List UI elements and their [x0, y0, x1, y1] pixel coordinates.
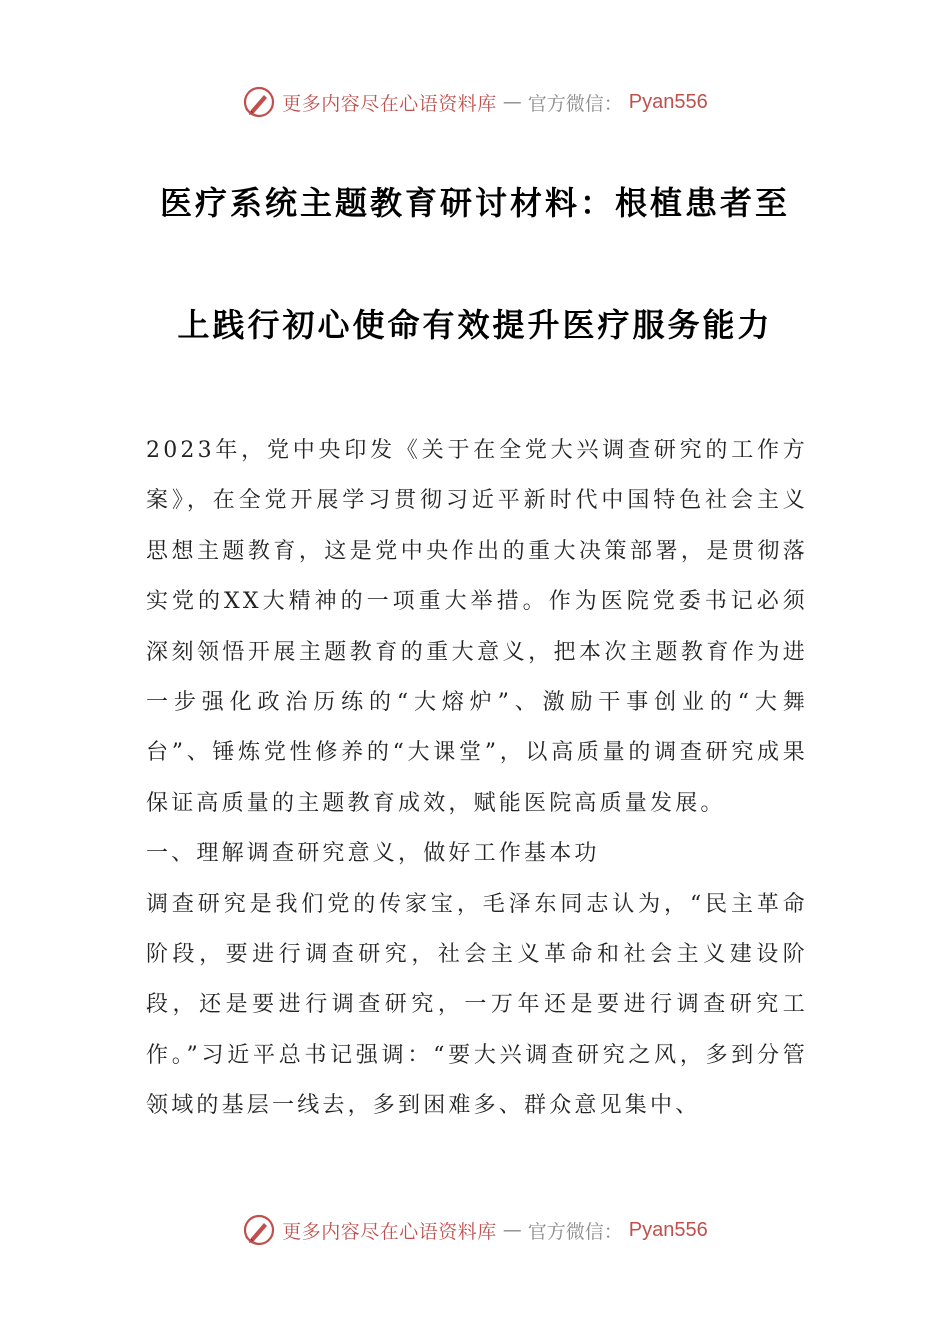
- banner-text: 更多内容尽在心语资料库: [282, 92, 497, 115]
- document-title-line-1: 医疗系统主题教育研讨材料：根植患者至: [159, 184, 790, 222]
- banner-dash: —: [502, 91, 522, 113]
- header-banner: [0, 82, 950, 122]
- paragraph-research: 调查研究是我们党的传家宝，毛泽东同志认为，“民主革命阶段，要进行调查研究，社会主义革命和社会主义建设阶段，还是要进行调查研究，一万年还是要进行调查研究工作。”习近平总书记强调：“要大兴调查研究之风，多到分管领域的基层一线去，多到困难多、群众意见集中、: [146, 891, 808, 1119]
- paragraph-intro: 2023年，党中央印发《关于在全党大兴调查研究的工作方案》，在全党开展学习贯彻习近平新时代中国特色社会主义思想主题教育，这是党中央作出的重大决策部署，是贯彻落实党的XX大精神的一项重大举措。作为医院党委书记必须深刻领悟开展主题教育的重大意义，把本次主题教育作为进一步强化政治历练的“大熔炉”、激励干事创业的“大舞台”、锤炼党性修养的“大课堂”，以高质量的调查研究成果保证高质量的主题教育成效，赋能医院高质量发展。: [146, 438, 808, 816]
- banner-text: 更多内容尽在心语资料库: [282, 1220, 497, 1243]
- section-heading-1: 一、理解调查研究意义，做好工作基本功: [146, 841, 600, 867]
- footer-banner: [0, 1210, 950, 1250]
- banner-wechat-label: 官方微信：: [527, 92, 623, 115]
- banner-wechat-label: 官方微信：: [527, 1220, 623, 1243]
- banner-wechat-id: Pyan556: [628, 1218, 708, 1241]
- banner-dash: —: [502, 1219, 522, 1241]
- document-title-line-2: 上践行初心使命有效提升医疗服务能力: [177, 306, 773, 344]
- banner-wechat-id: Pyan556: [628, 90, 708, 113]
- pen-circle-logo-icon: [242, 85, 276, 119]
- document-body: [146, 426, 808, 1132]
- pen-circle-logo-icon: [242, 1213, 276, 1247]
